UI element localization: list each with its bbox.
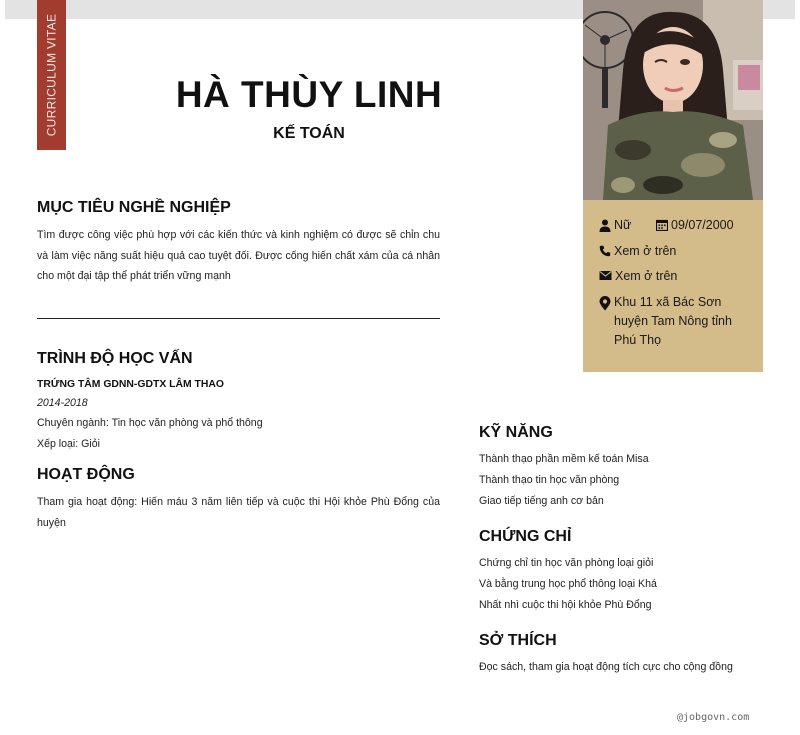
- email-row: [599, 267, 677, 286]
- profile-photo: [583, 0, 763, 200]
- education-heading: TRÌNH ĐỘ HỌC VẤN: [37, 350, 193, 367]
- calendar-icon: [656, 219, 668, 231]
- address-line: huyện Tam Nông tỉnh: [614, 314, 732, 328]
- certificate-item: Và bằng trung học phổ thông loại Khá: [479, 578, 657, 590]
- watermark: @jobgovn.com: [677, 712, 750, 723]
- certificates-heading: CHỨNG CHỈ: [479, 528, 572, 545]
- portrait-image: [583, 0, 763, 200]
- personal-info-box: [583, 200, 763, 372]
- curriculum-vitae-tab: [37, 0, 66, 150]
- job-title: KẾ TOÁN: [273, 125, 345, 142]
- address-line: Phú Thọ: [614, 333, 662, 347]
- skill-item: Thành thạo phần mềm kế toán Misa: [479, 453, 649, 465]
- email-value: Xem ở trên: [615, 269, 678, 283]
- dob-value: 09/07/2000: [671, 218, 734, 232]
- phone-icon: [599, 245, 611, 257]
- phone-row: [599, 242, 676, 261]
- person-icon: [599, 219, 611, 232]
- envelope-icon: [599, 270, 612, 281]
- objective-heading: MỤC TIÊU NGHỀ NGHIỆP: [37, 199, 231, 216]
- dob-row: [656, 216, 734, 235]
- education-rank: Xếp loại: Giỏi: [37, 438, 101, 450]
- gender-row: [599, 216, 631, 235]
- divider: [37, 318, 440, 319]
- education-major: Chuyên ngành: Tin học văn phòng và phổ thông: [37, 417, 263, 429]
- activities-text: Tham gia hoạt động: Hiến máu 3 năm liên tiếp và cuộc thi Hội khỏe Phù Đổng của huyện: [37, 496, 440, 529]
- certificate-item: Chứng chỉ tin học văn phòng loại giỏi: [479, 557, 654, 569]
- objective-text: Tìm được công việc phù hợp với các kiến thức và kinh nghiệm có được sẽ chỉn chu và làm việc năng suất hiệu quả cao tuyệt đối. Được cống hiến chất xám của cá nhân cho một đại tập thể phát triển vững mạnh: [37, 229, 440, 282]
- curriculum-vitae-label: CURRICULUM VITAE: [44, 13, 59, 137]
- certificate-item: Nhất nhì cuộc thi hội khỏe Phù Đổng: [479, 599, 652, 611]
- education-years: 2014-2018: [37, 397, 88, 409]
- address-row: [599, 293, 759, 350]
- gender-value: Nữ: [614, 218, 632, 232]
- skills-heading: KỸ NĂNG: [479, 424, 553, 441]
- phone-value: Xem ở trên: [614, 244, 677, 258]
- activities-heading: HOẠT ĐỘNG: [37, 466, 135, 483]
- map-pin-icon: [599, 296, 611, 311]
- skill-item: Thành thạo tin học văn phòng: [479, 474, 620, 486]
- candidate-name: HÀ THÙY LINH: [175, 74, 443, 115]
- address-lines: [614, 293, 732, 350]
- hobbies-text: Đọc sách, tham gia hoạt động tích cực cho cộng đồng: [479, 661, 733, 673]
- address-line: Khu 11 xã Bác Sơn: [614, 295, 722, 309]
- hobbies-heading: SỞ THÍCH: [479, 632, 557, 649]
- skill-item: Giao tiếp tiếng anh cơ bản: [479, 495, 604, 507]
- school-name: TRỨNG TÂM GDNN-GDTX LÂM THAO: [37, 379, 224, 390]
